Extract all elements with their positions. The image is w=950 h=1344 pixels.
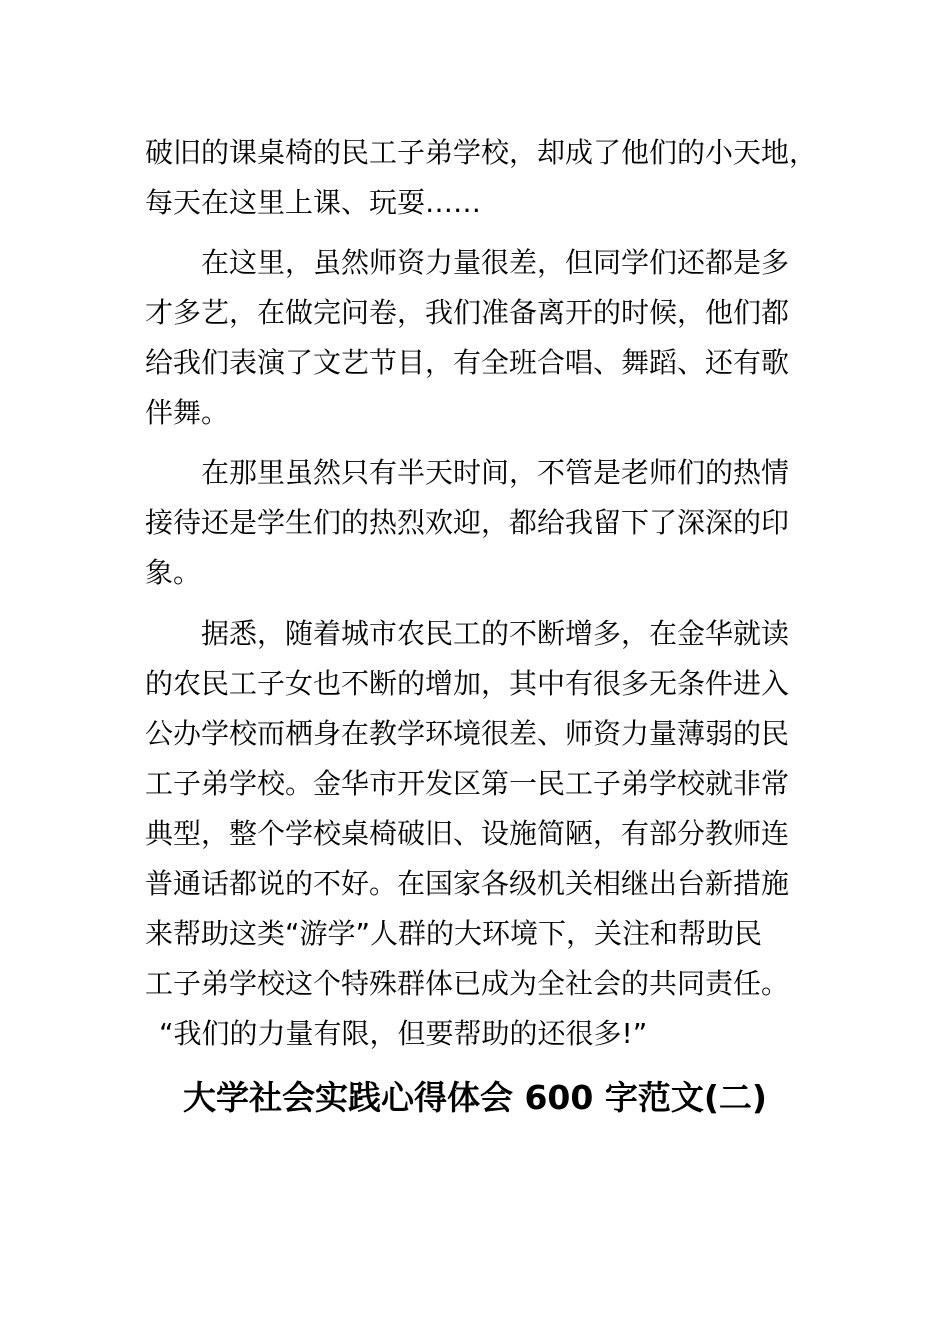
section-heading: 大学社会实践心得体会 600 字范文(二) (182, 1078, 768, 1117)
paragraph-line: 伴舞。 (145, 396, 230, 429)
paragraph-line: 给我们表演了文艺节目，有全班合唱、舞蹈、还有歌 (145, 346, 790, 379)
paragraph-line: 典型，整个学校桌椅破旧、设施简陋，有部分教师连 (145, 817, 790, 850)
paragraph-line: 象。 (145, 556, 202, 589)
paragraph-line: 接待还是学生们的热烈欢迎，都给我留下了深深的印 (145, 506, 790, 539)
paragraph-line: 在这里，虽然师资力量很差，但同学们还都是多 (201, 246, 790, 279)
paragraph-2 (145, 238, 817, 438)
paragraph-line: 在那里虽然只有半天时间，不管是老师们的热情 (201, 456, 790, 489)
paragraph-line: 破旧的课桌椅的民工子弟学校，却成了他们的小天地， (145, 136, 818, 169)
paragraph-line: 工子弟学校。金华市开发区第一民工子弟学校就非常 (145, 767, 790, 800)
paragraph-line: 每天在这里上课、玩耍…… (145, 186, 482, 219)
paragraph-3 (145, 448, 817, 598)
paragraph-4 (145, 609, 817, 1059)
paragraph-line: 的农民工子女也不断的增加，其中有很多无条件进入 (145, 667, 790, 700)
paragraph-line: 公办学校而栖身在教学环境很差、师资力量薄弱的民 (145, 717, 790, 750)
paragraph-1 (145, 128, 817, 228)
paragraph-line: 才多艺，在做完问卷，我们准备离开的时候，他们都 (145, 296, 790, 329)
paragraph-line: 工子弟学校这个特殊群体已成为全社会的共同责任。 (145, 967, 790, 1000)
paragraph-line: 据悉，随着城市农民工的不断增多，在金华就读 (201, 617, 790, 650)
paragraph-line: 普通话都说的不好。在国家各级机关相继出台新措施 (145, 867, 790, 900)
paragraph-line: 来帮助这类“游学”人群的大环境下，关注和帮助民 (145, 917, 763, 950)
paragraph-line: “我们的力量有限，但要帮助的还很多!” (159, 1017, 648, 1050)
